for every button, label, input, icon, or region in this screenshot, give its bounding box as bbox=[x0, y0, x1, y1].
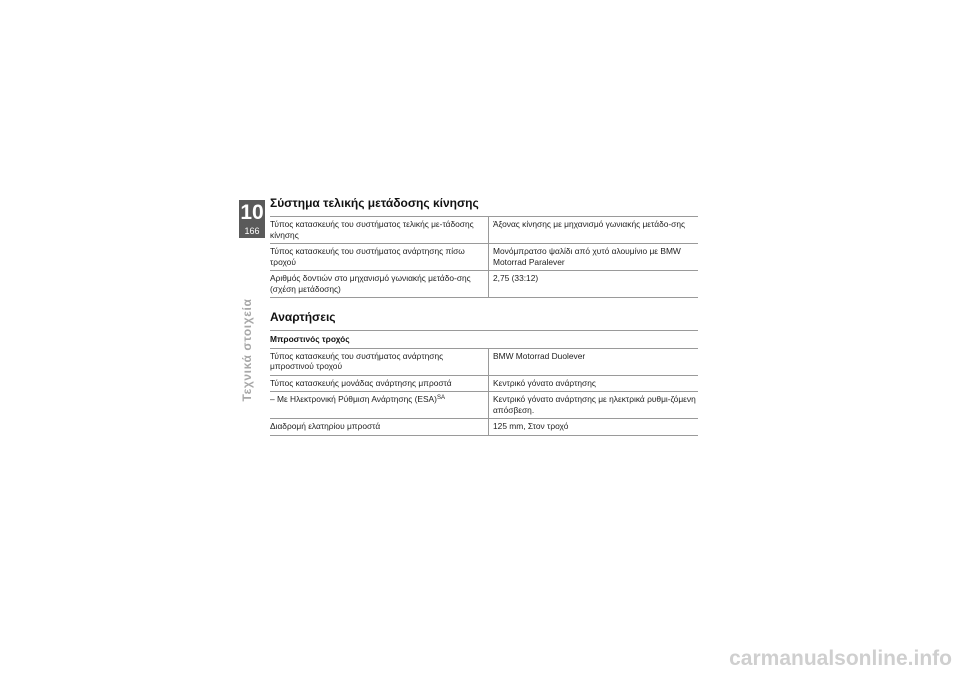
final-drive-table bbox=[270, 216, 698, 298]
row-value: BMW Motorrad Duolever bbox=[489, 348, 699, 375]
row-value: 2,75 (33:12) bbox=[489, 271, 699, 298]
section-title-final-drive: Σύστημα τελικής μετάδοσης κίνησης bbox=[270, 196, 479, 210]
table-row bbox=[270, 348, 698, 375]
watermark: carmanualsonline.info bbox=[729, 647, 952, 670]
table-row bbox=[270, 419, 698, 436]
page-content bbox=[270, 196, 698, 436]
row-value: Κεντρικό γόνατο ανάρτησης bbox=[489, 375, 699, 392]
table-row bbox=[270, 244, 698, 271]
table-subheader-row bbox=[270, 331, 698, 349]
chapter-badge bbox=[239, 200, 265, 238]
suspension-table bbox=[270, 330, 698, 436]
row-label: Τύπος κατασκευής του συστήματος ανάρτησης πίσω τροχού bbox=[270, 244, 489, 271]
chapter-side-title: Τεχνικά στοιχεία bbox=[240, 298, 254, 402]
row-value: Κεντρικό γόνατο ανάρτησης με ηλεκτρικά ρυθμι-ζόμενη απόσβεση. bbox=[489, 392, 699, 419]
table-row bbox=[270, 271, 698, 298]
row-label: Τύπος κατασκευής του συστήματος τελικής με-τάδοσης κίνησης bbox=[270, 217, 489, 244]
section-title-suspension: Αναρτήσεις bbox=[270, 310, 336, 324]
row-label-cell bbox=[270, 392, 489, 419]
row-label: – Με Ηλεκτρονική Ρύθμιση Ανάρτησης (ESA) bbox=[270, 394, 437, 404]
row-label: Τύπος κατασκευής μονάδας ανάρτησης μπροστά bbox=[270, 375, 489, 392]
row-label: Τύπος κατασκευής του συστήματος ανάρτησης μπροστινού τροχού bbox=[270, 348, 489, 375]
row-label: Αριθμός δοντιών στο μηχανισμό γωνιακής μετάδο-σης (σχέση μετάδοσης) bbox=[270, 271, 489, 298]
table-row bbox=[270, 375, 698, 392]
table-row bbox=[270, 217, 698, 244]
row-label: Διαδρομή ελατηρίου μπροστά bbox=[270, 419, 489, 436]
row-value: 125 mm, Στον τροχό bbox=[489, 419, 699, 436]
table-subheader: Μπροστινός τροχός bbox=[270, 331, 698, 349]
row-value: Μονόμπρατσο ψαλίδι από χυτό αλουμίνιο με BMW Motorrad Paralever bbox=[489, 244, 699, 271]
row-value: Άξονας κίνησης με μηχανισμό γωνιακής μετάδο-σης bbox=[489, 217, 699, 244]
table-row bbox=[270, 392, 698, 419]
chapter-number: 10 bbox=[240, 201, 264, 224]
page-number: 166 bbox=[244, 226, 260, 236]
sa-superscript: SA bbox=[436, 395, 445, 401]
